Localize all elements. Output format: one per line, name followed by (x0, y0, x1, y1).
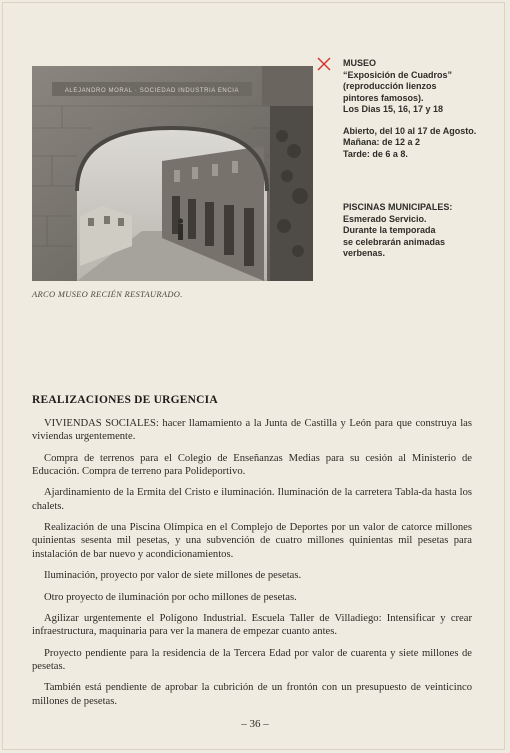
paragraph: Iluminación, proyecto por valor de siete millones de pesetas. (44, 570, 302, 582)
schedule-line: Abierto, del 10 al 17 de Agosto. (343, 125, 477, 136)
arch-photo (32, 66, 313, 281)
piscinas-block (343, 202, 493, 260)
paragraph: VIVIENDAS SOCIALES: hacer llamamiento a la Junta de Castilla y León para que construya las viviendas urgentemente. (32, 418, 472, 443)
paragraph: Agilizar urgentemente el Polígono Industrial. Escuela Taller de Villadiego: Intensificar y crear infraestructura, maquinaria para ver la manera de empezar cuanto antes. (32, 613, 472, 638)
paragraph: Otro proyecto de iluminación por ocho millones de pesetas. (44, 591, 297, 603)
schedule-line: Tarde: de 6 a 8. (343, 148, 408, 159)
photo-caption: ARCO MUSEO RECIÉN RESTAURADO. (32, 289, 183, 299)
arch-inscription: ALEJANDRO MORAL · SOCIEDAD INDUSTRIA ENCIA (64, 88, 240, 94)
museo-block (343, 58, 493, 116)
museo-line: pintores famosos). (343, 92, 424, 103)
arch-photo-illustration (32, 66, 313, 281)
events-sidebar (343, 58, 493, 270)
paragraph: Realización de una Piscina Olímpica en el Complejo de Deportes por un valor de catorce millones quinientas sesenta mil pesetas, y una subvención de cuatro millones quinientas mil pesetas para instalación de bar nuevo y acondicionamientos. (32, 522, 472, 560)
paragraph: Proyecto pendiente para la residencia de la Tercera Edad por valor de cuarenta y siete millones de pesetas. (32, 647, 472, 672)
piscinas-line: verbenas. (343, 248, 386, 258)
schedule-block (343, 126, 493, 161)
paragraph: Compra de terrenos para el Colegio de Enseñanzas Medias para su cesión al Ministerio de Educación. Compra de terreno para Polideportivo. (32, 452, 472, 477)
body-text (32, 417, 472, 716)
piscinas-line: Esmerado Servicio. (343, 213, 427, 224)
piscinas-line: se celebrarán animadas (343, 236, 446, 247)
page-number: – 36 – (241, 718, 269, 730)
museo-line: Los Dias 15, 16, 17 y 18 (343, 104, 444, 114)
piscinas-line: Durante la temporada (343, 225, 436, 235)
section-heading: REALIZACIONES DE URGENCIA (32, 394, 218, 406)
schedule-line: Mañana: de 12 a 2 (343, 137, 421, 147)
museo-title: MUSEO (343, 58, 377, 68)
red-x-mark-icon (316, 56, 332, 72)
museo-line: “Exposición de Cuadros” (343, 69, 453, 80)
paragraph: También está pendiente de aprobar la cubrición de un frontón con un presupuesto de veinticinco millones de pesetas. (32, 682, 472, 707)
museo-line: (reproducción lienzos (343, 81, 437, 91)
paragraph: Ajardinamiento de la Ermita del Cristo e iluminación. Iluminación de la carretera Tabla-da hasta los chalets. (32, 487, 472, 512)
piscinas-title: PISCINAS MUNICIPALES: (343, 202, 453, 212)
